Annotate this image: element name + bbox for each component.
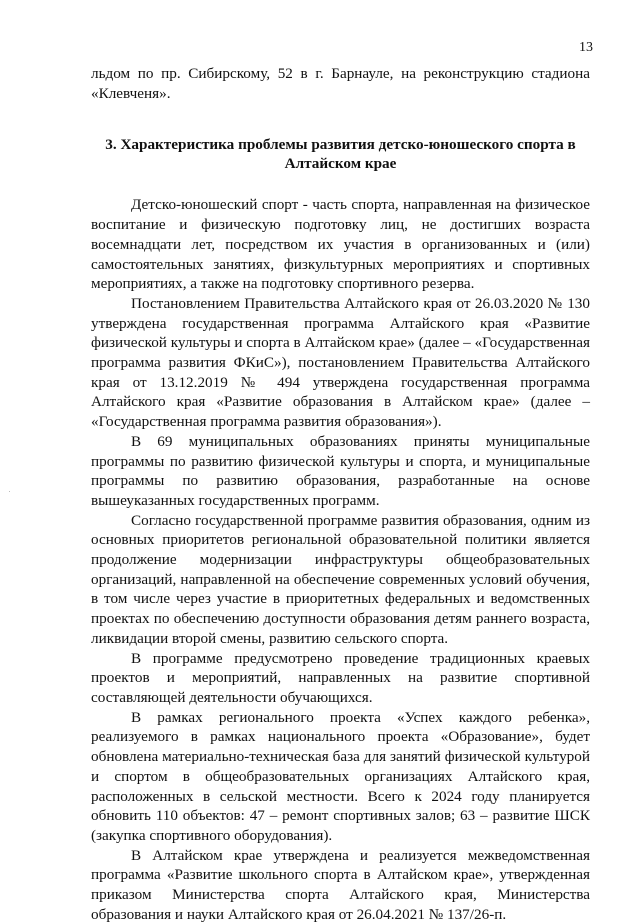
paragraph-youth-sport-definition: Детско-юношеский спорт - часть спорта, направленная на физическое воспитание и физическую подготовку лиц, не достигших возраста восемнадцати лет, посредством их участия в организованных и (или) самостоятельных занятиях, физкультурных мероприятиях и спортивных мероприятиях, а также на подготовку спортивного резерва.	[91, 196, 590, 293]
paragraph-school-sport-program: В Алтайском крае утверждена и реализуется межведомственная программа «Развитие школьного спорта в Алтайском крае», утвержденная приказом Министерства спорта Алтайского края, Министерства образования и науки Алтайского края от 26.04.2021 № 137/26-п.	[91, 846, 590, 923]
intro-paragraph: льдом по пр. Сибирскому, 52 в г. Барнауле, на реконструкцию стадиона «Клевченя».	[91, 65, 590, 102]
section-heading: 3. Характеристика проблемы развития детско-юношеского спорта в Алтайском крае	[105, 136, 576, 173]
paragraph-state-programs: Постановлением Правительства Алтайского края от 26.03.2020 № 130 утверждена государственная программа Алтайского края «Развитие физической культуры и спорта в Алтайском крае» (далее – «Государственная программа развития ФКиС»), постановлением Правительства Алтайского края от 13.12.2019 № 494 утверждена государственная программа Алтайского края «Развитие образования в Алтайском крае» (далее – «Государственная программа развития образования»).	[91, 294, 590, 431]
page-number: 13	[579, 40, 593, 55]
paragraph-traditional-projects: В программе предусмотрено проведение традиционных краевых проектов и мероприятий, направленных на развитие спортивной составляющей деятельности обучающихся.	[91, 649, 590, 706]
paragraph-education-priorities: Согласно государственной программе развития образования, одним из основных приоритетов региональной образовательной политики является продолжение модернизации инфраструктуры общеобразовательных организаций, направленной на обеспечение современных условий обучения, в том числе через участие в приоритетных федеральных и ведомственных проектах по обеспечению доступности образования детям раннего возраста, ликвидации второй смены, развитию сельского спорта.	[91, 511, 590, 647]
paragraph-success-of-every-child: В рамках регионального проекта «Успех каждого ребенка», реализуемого в рамках национального проекта «Образование», будет обновлена материально-техническая база для занятий физической культурой и спортом в общеобразовательных организациях Алтайского края, расположенных в сельской местности. Всего к 2024 году планируется обновить 110 объектов: 47 – ремонт спортивных залов; 63 – развитие ШСК (закупка спортивного оборудования).	[91, 708, 590, 844]
page-body	[91, 64, 590, 924]
scan-speck	[9, 491, 10, 492]
paragraph-municipal-programs: В 69 муниципальных образованиях приняты муниципальные программы по развитию физической культуры и спорта, и муниципальные программы по развитию образования, разработанные на основе вышеуказанных государственных программ.	[91, 432, 590, 509]
